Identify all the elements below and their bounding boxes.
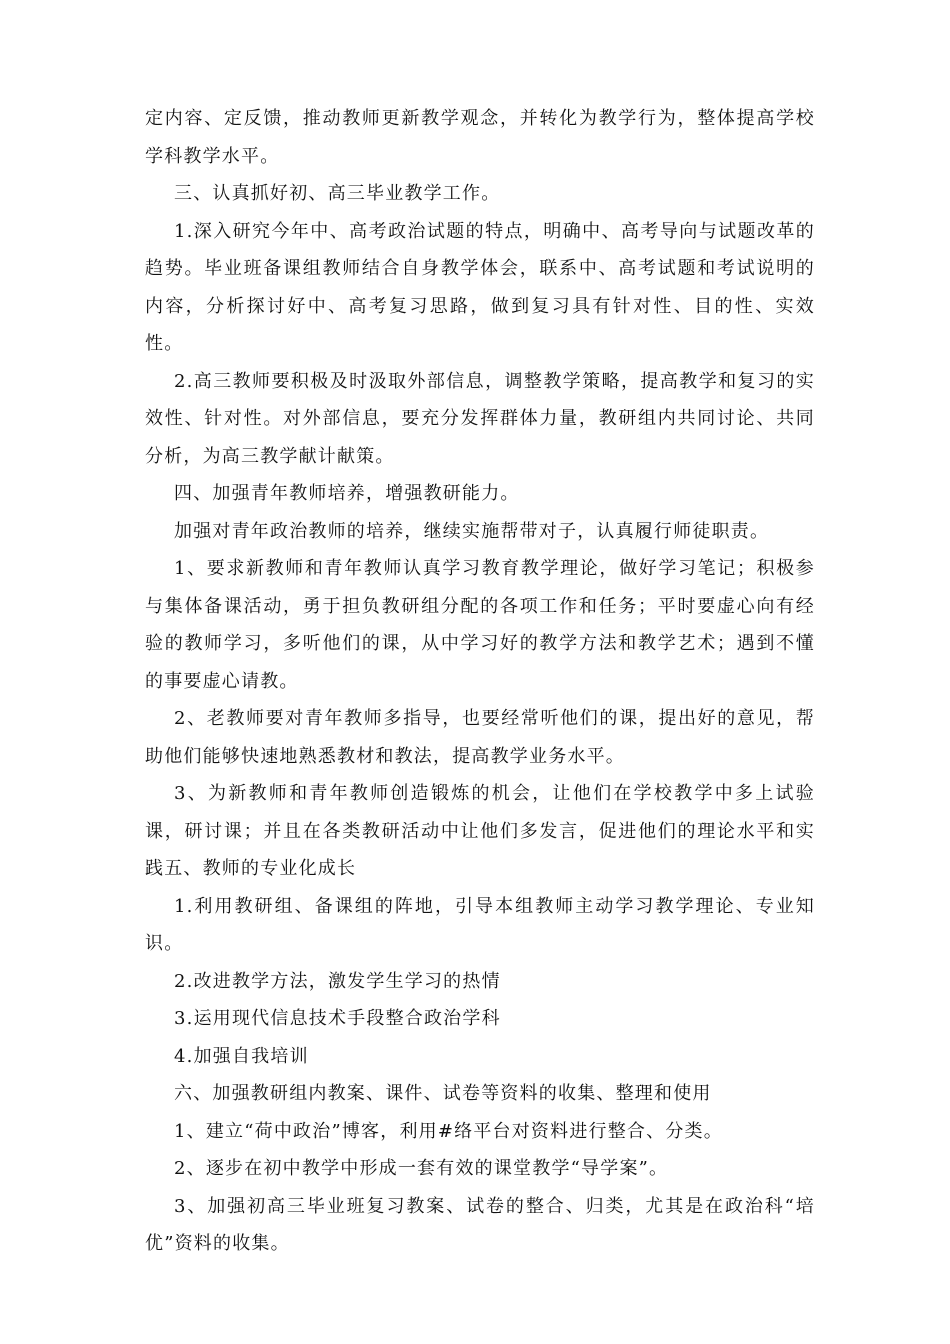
paragraph: 1、要求新教师和青年教师认真学习教育教学理论，做好学习笔记；积极参与集体备课活动，勇于担负教研组分配的各项工作和任务；平时要虚心向有经验的教师学习，多听他们的课，从中学习好的教学方法和教学艺术；遇到不懂的事要虚心请教。 — [145, 558, 815, 692]
list-item: 1.利用教研组、备课组的阵地，引导本组教师主动学习教学理论、专业知识。 — [145, 895, 815, 954]
paragraph: 1.深入研究今年中、高考政治试题的特点，明确中、高考导向与试题改革的趋势。毕业班备课组教师结合自身教学体会，联系中、高考试题和考试说明的内容，分析探讨好中、高考复习思路，做到复习具有针对性、目的性、实效性。 — [145, 220, 815, 354]
list-item: 3.运用现代信息技术手段整合政治学科 — [174, 1008, 501, 1029]
section-heading-4: 四、加强青年教师培养，增强教研能力。 — [174, 483, 520, 504]
document-body — [145, 100, 815, 1263]
paragraph: 2、老教师要对青年教师多指导，也要经常听他们的课，提出好的意见，帮助他们能够快速地熟悉教材和教法，提高教学业务水平。 — [145, 708, 815, 767]
section-heading-3: 三、认真抓好初、高三毕业教学工作。 — [174, 183, 501, 204]
paragraph: 加强对青年政治教师的培养，继续实施帮带对子，认真履行师徒职责。 — [174, 520, 770, 542]
section-heading-6: 六、加强教研组内教案、课件、试卷等资料的收集、整理和使用 — [174, 1083, 712, 1104]
list-item: 4.加强自我培训 — [174, 1045, 309, 1067]
paragraph: 定内容、定反馈，推动教师更新教学观念，并转化为教学行为，整体提高学校学科教学水平。 — [145, 108, 815, 167]
paragraph: 2.高三教师要积极及时汲取外部信息，调整教学策略，提高教学和复习的实效性、针对性。对外部信息，要充分发挥群体力量，教研组内共同讨论、共同分析，为高三教学献计献策。 — [145, 370, 815, 467]
list-item: 1、建立“荷中政治”博客，利用#络平台对资料进行整合、分类。 — [174, 1120, 723, 1142]
list-item: 2.改进教学方法，激发学生学习的热情 — [174, 970, 501, 992]
list-item: 2、逐步在初中教学中形成一套有效的课堂教学“导学案”。 — [174, 1158, 669, 1179]
paragraph: 3、为新教师和青年教师创造锻炼的机会，让他们在学校教学中多上试验课，研讨课；并且在各类教研活动中让他们多发言，促进他们的理论水平和实践五、教师的专业化成长 — [145, 783, 815, 879]
list-item: 3、加强初高三毕业班复习教案、试卷的整合、归类，尤其是在政治科“培优”资料的收集。 — [145, 1195, 815, 1254]
